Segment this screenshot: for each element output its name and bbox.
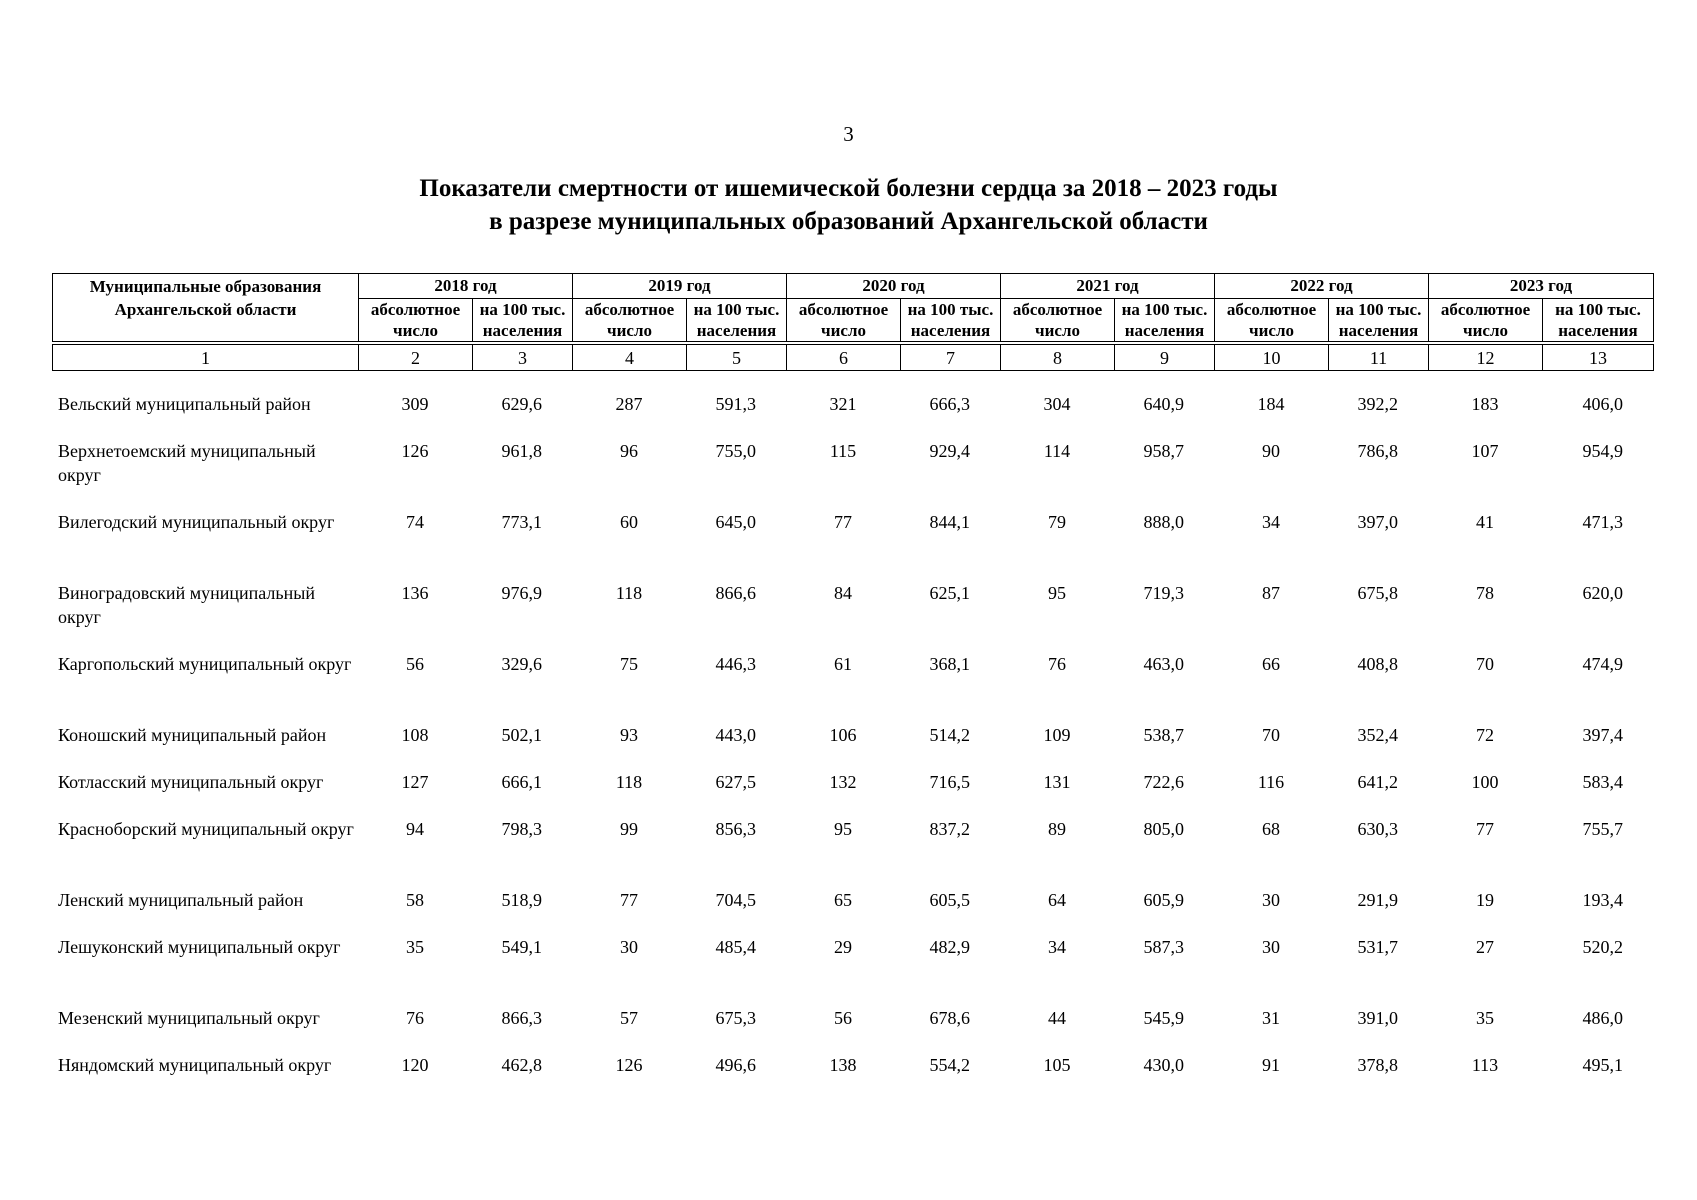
column-number: 6 (787, 345, 901, 371)
abs-number-cell: 183 (1471, 394, 1499, 414)
rate-cell: 704,5 (715, 890, 756, 910)
document-title (0, 172, 1697, 238)
abs-number-cell: 34 (1262, 512, 1280, 532)
abs-number-cell: 74 (406, 512, 424, 532)
rate-cell: 378,8 (1357, 1055, 1398, 1075)
rate-cell: 545,9 (1143, 1008, 1184, 1028)
abs-number-cell: 78 (1476, 583, 1494, 603)
abs-number-cell: 321 (829, 394, 857, 414)
rate-cell: 486,0 (1582, 1008, 1623, 1028)
title-line-2: в разрезе муниципальных образований Архангельской области (489, 208, 1208, 235)
abs-number-cell: 41 (1476, 512, 1494, 532)
rate-cell: 666,3 (929, 394, 970, 414)
column-number: 5 (687, 345, 787, 371)
abs-number-cell: 126 (615, 1055, 643, 1075)
abs-number-cell: 107 (1471, 441, 1499, 461)
abs-number-cell: 77 (620, 890, 638, 910)
rate-cell: 583,4 (1582, 772, 1623, 792)
region-name: Виноградовский муниципальный округ (58, 583, 315, 627)
data-table (52, 382, 1653, 1090)
abs-number-cell: 115 (829, 441, 857, 461)
rate-cell: 929,4 (929, 441, 970, 461)
abs-number-cell: 35 (1476, 1008, 1494, 1028)
rate-cell: 645,0 (715, 512, 756, 532)
rate-cell: 755,0 (715, 441, 756, 461)
rate-cell: 605,9 (1143, 890, 1184, 910)
abs-number-cell: 118 (615, 772, 643, 792)
abs-number-cell: 57 (620, 1008, 638, 1028)
abs-number-cell: 131 (1043, 772, 1071, 792)
region-name: Красноборский муниципальный округ (58, 819, 354, 839)
region-name: Верхнетоемский муниципальный округ (58, 441, 316, 485)
rate-cell: 430,0 (1143, 1055, 1184, 1075)
rate-cell: 976,9 (501, 583, 542, 603)
rate-cell: 554,2 (929, 1055, 970, 1075)
abs-number-cell: 30 (620, 937, 638, 957)
rate-cell: 844,1 (929, 512, 970, 532)
column-number: 2 (359, 345, 473, 371)
rate-cell: 640,9 (1143, 394, 1184, 414)
abs-number-cell: 56 (834, 1008, 852, 1028)
rate-cell: 716,5 (929, 772, 970, 792)
abs-number-cell: 87 (1262, 583, 1280, 603)
abs-number-cell: 93 (620, 725, 638, 745)
rate-cell: 954,9 (1582, 441, 1623, 461)
rate-cell: 675,8 (1357, 583, 1398, 603)
abs-number-cell: 30 (1262, 890, 1280, 910)
rate-cell: 443,0 (715, 725, 756, 745)
column-number: 3 (473, 345, 573, 371)
rate-cell: 627,5 (715, 772, 756, 792)
abs-number-cell: 77 (1476, 819, 1494, 839)
region-name: Вельский муниципальный район (58, 394, 311, 414)
abs-number-cell: 99 (620, 819, 638, 839)
abs-number-cell: 91 (1262, 1055, 1280, 1075)
table-row (52, 642, 1653, 713)
abs-number-header: абсолютное число (573, 299, 687, 342)
abs-number-cell: 89 (1048, 819, 1066, 839)
year-header: 2022 год (1215, 274, 1429, 299)
rate-cell: 406,0 (1582, 394, 1623, 414)
region-name: Вилегодский муниципальный округ (58, 512, 335, 532)
rate-per-100k-header: на 100 тыс. населения (1115, 299, 1215, 342)
region-name: Няндомский муниципальный округ (58, 1055, 332, 1075)
abs-number-cell: 108 (401, 725, 429, 745)
abs-number-cell: 94 (406, 819, 424, 839)
table-header (52, 273, 1654, 371)
abs-number-cell: 77 (834, 512, 852, 532)
title-line-1: Показатели смертности от ишемической болезни сердца за 2018 – 2023 годы (419, 175, 1278, 202)
rate-cell: 392,2 (1357, 394, 1398, 414)
table-row (52, 382, 1653, 429)
abs-number-cell: 84 (834, 583, 852, 603)
region-name: Каргопольский муниципальный округ (58, 654, 352, 674)
table-row (52, 713, 1653, 760)
table-row (52, 1043, 1653, 1090)
abs-number-cell: 114 (1043, 441, 1071, 461)
column-number: 10 (1215, 345, 1329, 371)
rate-cell: 587,3 (1143, 937, 1184, 957)
region-name: Мезенский муниципальный округ (58, 1008, 320, 1028)
rate-cell: 531,7 (1357, 937, 1398, 957)
abs-number-cell: 30 (1262, 937, 1280, 957)
table-row (52, 500, 1653, 571)
rate-cell: 474,9 (1582, 654, 1623, 674)
abs-number-cell: 95 (834, 819, 852, 839)
abs-number-cell: 72 (1476, 725, 1494, 745)
table-row (52, 429, 1653, 500)
abs-number-cell: 132 (829, 772, 857, 792)
abs-number-cell: 75 (620, 654, 638, 674)
rate-cell: 549,1 (501, 937, 542, 957)
rate-cell: 605,5 (929, 890, 970, 910)
abs-number-cell: 136 (401, 583, 429, 603)
abs-number-cell: 120 (401, 1055, 429, 1075)
rate-cell: 620,0 (1582, 583, 1623, 603)
abs-number-cell: 70 (1262, 725, 1280, 745)
abs-number-cell: 96 (620, 441, 638, 461)
rate-cell: 773,1 (501, 512, 542, 532)
rate-cell: 352,4 (1357, 725, 1398, 745)
abs-number-cell: 126 (401, 441, 429, 461)
rate-cell: 629,6 (501, 394, 542, 414)
abs-number-cell: 44 (1048, 1008, 1066, 1028)
rate-cell: 837,2 (929, 819, 970, 839)
rate-cell: 755,7 (1582, 819, 1623, 839)
abs-number-header: абсолютное число (1429, 299, 1543, 342)
abs-number-cell: 58 (406, 890, 424, 910)
abs-number-cell: 106 (829, 725, 857, 745)
year-header: 2021 год (1001, 274, 1215, 299)
abs-number-cell: 64 (1048, 890, 1066, 910)
rate-cell: 786,8 (1357, 441, 1398, 461)
abs-number-cell: 19 (1476, 890, 1494, 910)
column-number: 12 (1429, 345, 1543, 371)
abs-number-cell: 66 (1262, 654, 1280, 674)
region-name: Ленский муниципальный район (58, 890, 304, 910)
rate-cell: 538,7 (1143, 725, 1184, 745)
abs-number-cell: 109 (1043, 725, 1071, 745)
abs-number-cell: 27 (1476, 937, 1494, 957)
rate-cell: 961,8 (501, 441, 542, 461)
rate-cell: 866,6 (715, 583, 756, 603)
column-number: 11 (1329, 345, 1429, 371)
table-row (52, 996, 1653, 1043)
rate-cell: 520,2 (1582, 937, 1623, 957)
rate-per-100k-header: на 100 тыс. населения (901, 299, 1001, 342)
rate-per-100k-header: на 100 тыс. населения (1329, 299, 1429, 342)
rate-cell: 625,1 (929, 583, 970, 603)
rate-cell: 856,3 (715, 819, 756, 839)
region-name: Котласский муниципальный округ (58, 772, 324, 792)
rate-cell: 514,2 (929, 725, 970, 745)
year-header: 2020 год (787, 274, 1001, 299)
abs-number-cell: 61 (834, 654, 852, 674)
rate-per-100k-header: на 100 тыс. населения (1543, 299, 1654, 342)
column-number: 8 (1001, 345, 1115, 371)
abs-number-cell: 116 (1257, 772, 1285, 792)
rate-cell: 408,8 (1357, 654, 1398, 674)
column-number: 13 (1543, 345, 1654, 371)
abs-number-header: абсолютное число (787, 299, 901, 342)
rate-cell: 641,2 (1357, 772, 1398, 792)
abs-number-cell: 304 (1043, 394, 1071, 414)
rate-cell: 482,9 (929, 937, 970, 957)
rate-cell: 495,1 (1582, 1055, 1623, 1075)
abs-number-header: абсолютное число (1001, 299, 1115, 342)
rate-cell: 397,0 (1357, 512, 1398, 532)
abs-number-cell: 31 (1262, 1008, 1280, 1028)
abs-number-header: абсолютное число (359, 299, 473, 342)
abs-number-cell: 68 (1262, 819, 1280, 839)
abs-number-cell: 184 (1257, 394, 1285, 414)
abs-number-cell: 100 (1471, 772, 1499, 792)
table-row (52, 760, 1653, 807)
abs-number-cell: 118 (615, 583, 643, 603)
year-header: 2018 год (359, 274, 573, 299)
abs-number-cell: 70 (1476, 654, 1494, 674)
rate-cell: 329,6 (501, 654, 542, 674)
abs-number-cell: 113 (1471, 1055, 1499, 1075)
abs-number-cell: 90 (1262, 441, 1280, 461)
abs-number-cell: 79 (1048, 512, 1066, 532)
rate-cell: 518,9 (501, 890, 542, 910)
table-row (52, 571, 1653, 642)
abs-number-cell: 65 (834, 890, 852, 910)
rate-cell: 462,8 (501, 1055, 542, 1075)
rate-cell: 368,1 (929, 654, 970, 674)
rate-cell: 391,0 (1357, 1008, 1398, 1028)
abs-number-cell: 76 (1048, 654, 1066, 674)
rate-cell: 678,6 (929, 1008, 970, 1028)
rate-cell: 591,3 (715, 394, 756, 414)
abs-number-cell: 95 (1048, 583, 1066, 603)
region-column-header: Муниципальные образования Архангельской области (53, 274, 359, 342)
table-row (52, 807, 1653, 878)
abs-number-cell: 60 (620, 512, 638, 532)
rate-cell: 397,4 (1582, 725, 1623, 745)
rate-per-100k-header: на 100 тыс. населения (687, 299, 787, 342)
abs-number-cell: 76 (406, 1008, 424, 1028)
rate-cell: 666,1 (501, 772, 542, 792)
abs-number-cell: 105 (1043, 1055, 1071, 1075)
abs-number-cell: 309 (401, 394, 429, 414)
rate-cell: 866,3 (501, 1008, 542, 1028)
abs-number-cell: 56 (406, 654, 424, 674)
abs-number-cell: 35 (406, 937, 424, 957)
rate-cell: 719,3 (1143, 583, 1184, 603)
rate-cell: 496,6 (715, 1055, 756, 1075)
rate-cell: 722,6 (1143, 772, 1184, 792)
abs-number-cell: 34 (1048, 937, 1066, 957)
year-header: 2019 год (573, 274, 787, 299)
rate-cell: 485,4 (715, 937, 756, 957)
page-number: 3 (843, 122, 854, 146)
column-number: 1 (53, 345, 359, 371)
rate-cell: 798,3 (501, 819, 542, 839)
rate-per-100k-header: на 100 тыс. населения (473, 299, 573, 342)
rate-cell: 958,7 (1143, 441, 1184, 461)
column-number: 9 (1115, 345, 1215, 371)
table-row (52, 878, 1653, 925)
column-number: 7 (901, 345, 1001, 371)
rate-cell: 888,0 (1143, 512, 1184, 532)
abs-number-cell: 29 (834, 937, 852, 957)
rate-cell: 630,3 (1357, 819, 1398, 839)
rate-cell: 675,3 (715, 1008, 756, 1028)
rate-cell: 805,0 (1143, 819, 1184, 839)
region-name: Лешуконский муниципальный округ (58, 937, 341, 957)
abs-number-cell: 138 (829, 1055, 857, 1075)
abs-number-cell: 287 (615, 394, 643, 414)
rate-cell: 291,9 (1357, 890, 1398, 910)
year-header: 2023 год (1429, 274, 1654, 299)
rate-cell: 193,4 (1582, 890, 1623, 910)
table-row (52, 925, 1653, 996)
abs-number-cell: 127 (401, 772, 429, 792)
rate-cell: 502,1 (501, 725, 542, 745)
region-name: Коношский муниципальный район (58, 725, 327, 745)
rate-cell: 463,0 (1143, 654, 1184, 674)
column-number: 4 (573, 345, 687, 371)
rate-cell: 471,3 (1582, 512, 1623, 532)
rate-cell: 446,3 (715, 654, 756, 674)
abs-number-header: абсолютное число (1215, 299, 1329, 342)
